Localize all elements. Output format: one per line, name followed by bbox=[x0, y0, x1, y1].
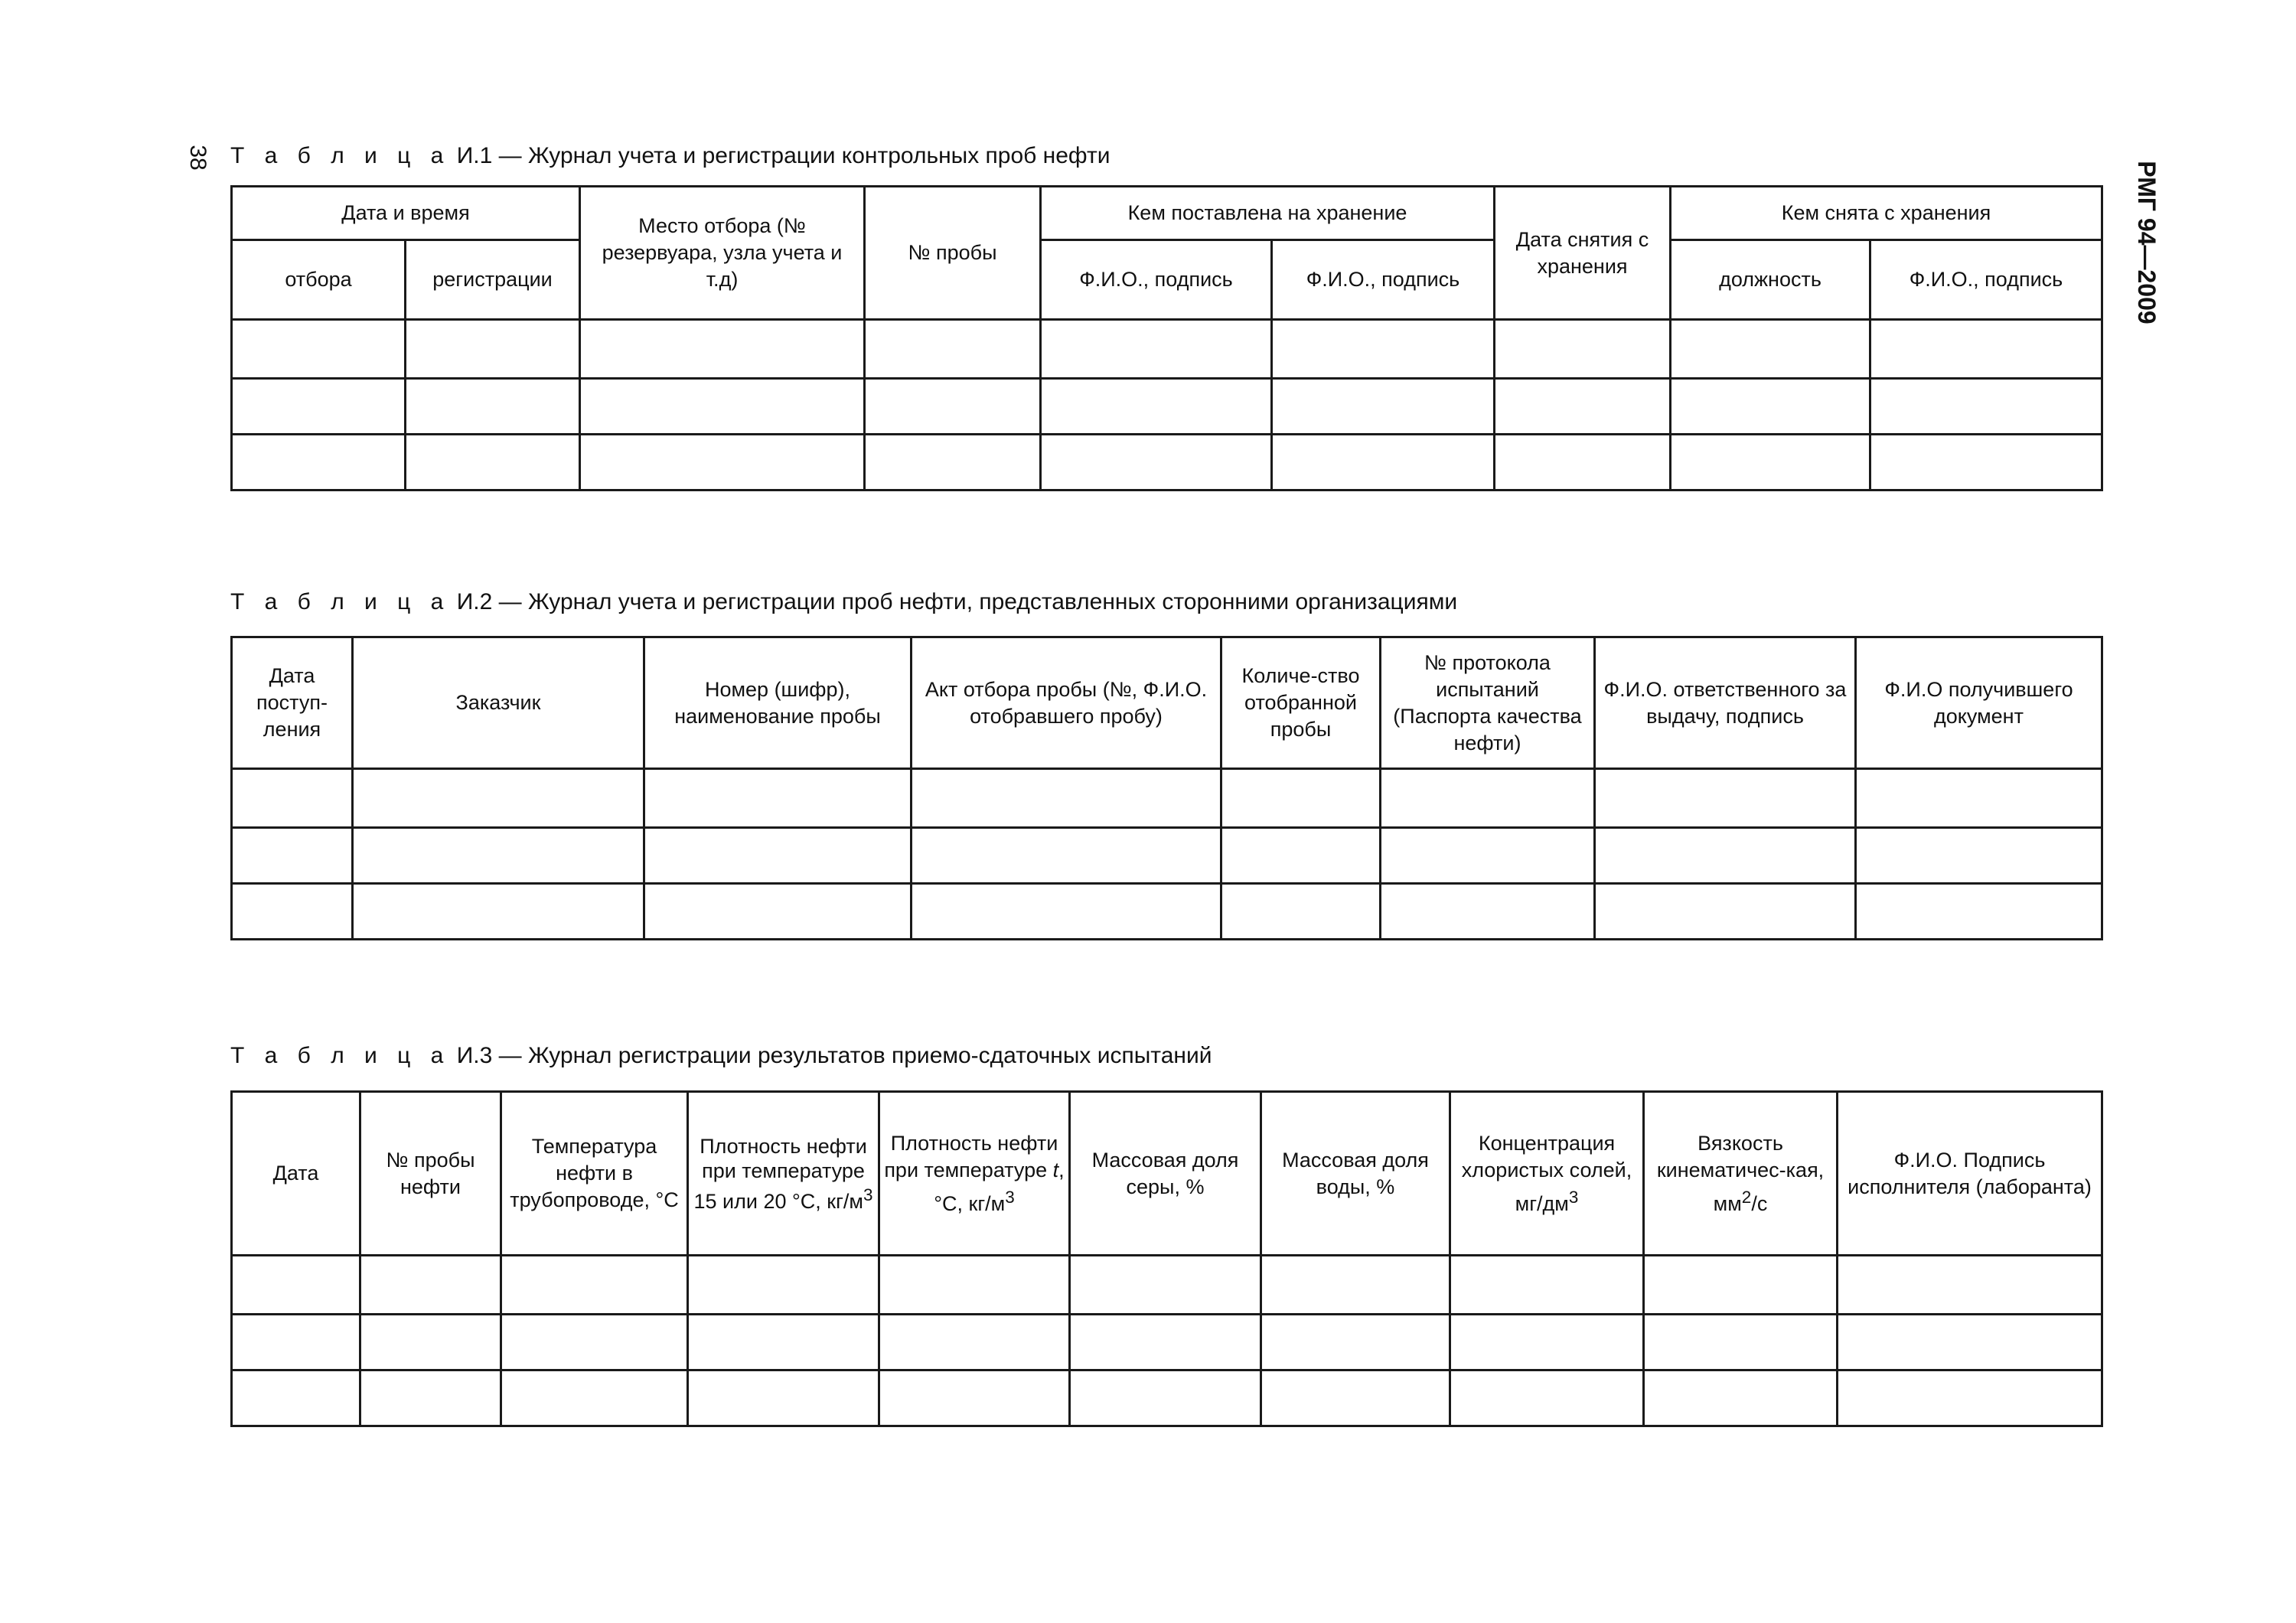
table-row bbox=[232, 1370, 2102, 1426]
table-row bbox=[232, 1256, 2102, 1315]
header-customer: Заказчик bbox=[353, 637, 644, 769]
header-water: Массовая доля воды, % bbox=[1261, 1092, 1450, 1256]
header-sample-number: № пробы нефти bbox=[360, 1092, 501, 1256]
header-sample-code-name: Номер (шифр), наименование пробы bbox=[644, 637, 912, 769]
header-stored-fio-2: Ф.И.О., подпись bbox=[1272, 240, 1495, 320]
table-row bbox=[232, 379, 2102, 435]
header-stored-by: Кем поставлена на хранение bbox=[1041, 187, 1495, 240]
table-i3 bbox=[230, 1090, 2103, 1427]
header-removal-date: Дата снятия с хранения bbox=[1495, 187, 1671, 320]
header-chloride-text: Концентрация хлористых солей, мг/дм bbox=[1461, 1131, 1632, 1215]
header-pipeline-temperature: Температура нефти в трубопроводе, °С bbox=[501, 1092, 688, 1256]
header-density-t-text: Плотность нефти при температуре bbox=[884, 1131, 1058, 1181]
header-date: Дата bbox=[232, 1092, 360, 1256]
header-receiver: Ф.И.О получившего документ bbox=[1856, 637, 2102, 769]
header-executor: Ф.И.О. Подпись исполнителя (лаборанта) bbox=[1838, 1092, 2102, 1256]
table-i2-caption bbox=[230, 588, 1457, 616]
header-stored-fio-1: Ф.И.О., подпись bbox=[1041, 240, 1272, 320]
header-density-15-20-text: Плотность нефти при температуре 15 или 20 °С, кг/м bbox=[693, 1134, 867, 1213]
superscript: 2 bbox=[1741, 1187, 1752, 1207]
document-code: РМГ 94—2009 bbox=[2133, 161, 2161, 324]
page-number: 38 bbox=[185, 145, 210, 171]
table-i3-label: Т а б л и ц а bbox=[230, 1043, 451, 1068]
header-chloride-salts bbox=[1450, 1092, 1644, 1256]
header-sulfur: Массовая доля серы, % bbox=[1070, 1092, 1261, 1256]
table-row bbox=[232, 769, 2102, 828]
table-i1 bbox=[230, 185, 2103, 491]
table-i1-caption bbox=[230, 142, 1110, 170]
table-i2-label: Т а б л и ц а bbox=[230, 589, 451, 614]
header-quantity: Количе-ство отобранной пробы bbox=[1221, 637, 1381, 769]
table-i1-title: И.1 — Журнал учета и регистрации контрольных проб нефти bbox=[456, 143, 1110, 168]
header-position: должность bbox=[1671, 240, 1870, 320]
table-row bbox=[232, 828, 2102, 884]
header-arrival-date: Дата поступ-ления bbox=[232, 637, 353, 769]
table-i1-label: Т а б л и ц а bbox=[230, 143, 451, 168]
header-removed-fio: Ф.И.О., подпись bbox=[1870, 240, 2102, 320]
table-row bbox=[232, 1315, 2102, 1370]
header-sampling: отбора bbox=[232, 240, 406, 320]
table-i3-caption bbox=[230, 1042, 1212, 1070]
header-test-protocol: № протокола испытаний (Паспорта качества нефти) bbox=[1381, 637, 1595, 769]
header-density-15-20 bbox=[688, 1092, 879, 1256]
variable-t: t bbox=[1052, 1158, 1059, 1181]
table-i3-title: И.3 — Журнал регистрации результатов приемо-сдаточных испытаний bbox=[456, 1043, 1212, 1068]
table-row bbox=[232, 435, 2102, 490]
superscript: 3 bbox=[1005, 1187, 1015, 1207]
header-viscosity-text: Вязкость кинематичес-кая, мм bbox=[1656, 1131, 1825, 1215]
header-density-t-unit: , °С, кг/м bbox=[934, 1158, 1065, 1215]
header-date-time: Дата и время bbox=[232, 187, 580, 240]
table-i2-title: И.2 — Журнал учета и регистрации проб нефти, представленных сторонними организациями bbox=[456, 589, 1458, 614]
header-sample-number: № пробы bbox=[865, 187, 1041, 320]
table-row bbox=[232, 884, 2102, 940]
superscript: 3 bbox=[1568, 1187, 1579, 1207]
header-density-t bbox=[879, 1092, 1070, 1256]
header-sampling-act: Акт отбора пробы (№, Ф.И.О. отобравшего пробу) bbox=[912, 637, 1221, 769]
header-removed-by: Кем снята с хранения bbox=[1671, 187, 2102, 240]
header-viscosity-unit: /с bbox=[1751, 1191, 1768, 1215]
header-responsible: Ф.И.О. ответственного за выдачу, подпись bbox=[1595, 637, 1856, 769]
header-kinematic-viscosity bbox=[1644, 1092, 1838, 1256]
superscript: 3 bbox=[863, 1185, 873, 1204]
header-registration: регистрации bbox=[406, 240, 580, 320]
header-sampling-place: Место отбора (№ резервуара, узла учета и т.д) bbox=[580, 187, 865, 320]
table-row bbox=[232, 320, 2102, 379]
table-i2 bbox=[230, 636, 2103, 940]
